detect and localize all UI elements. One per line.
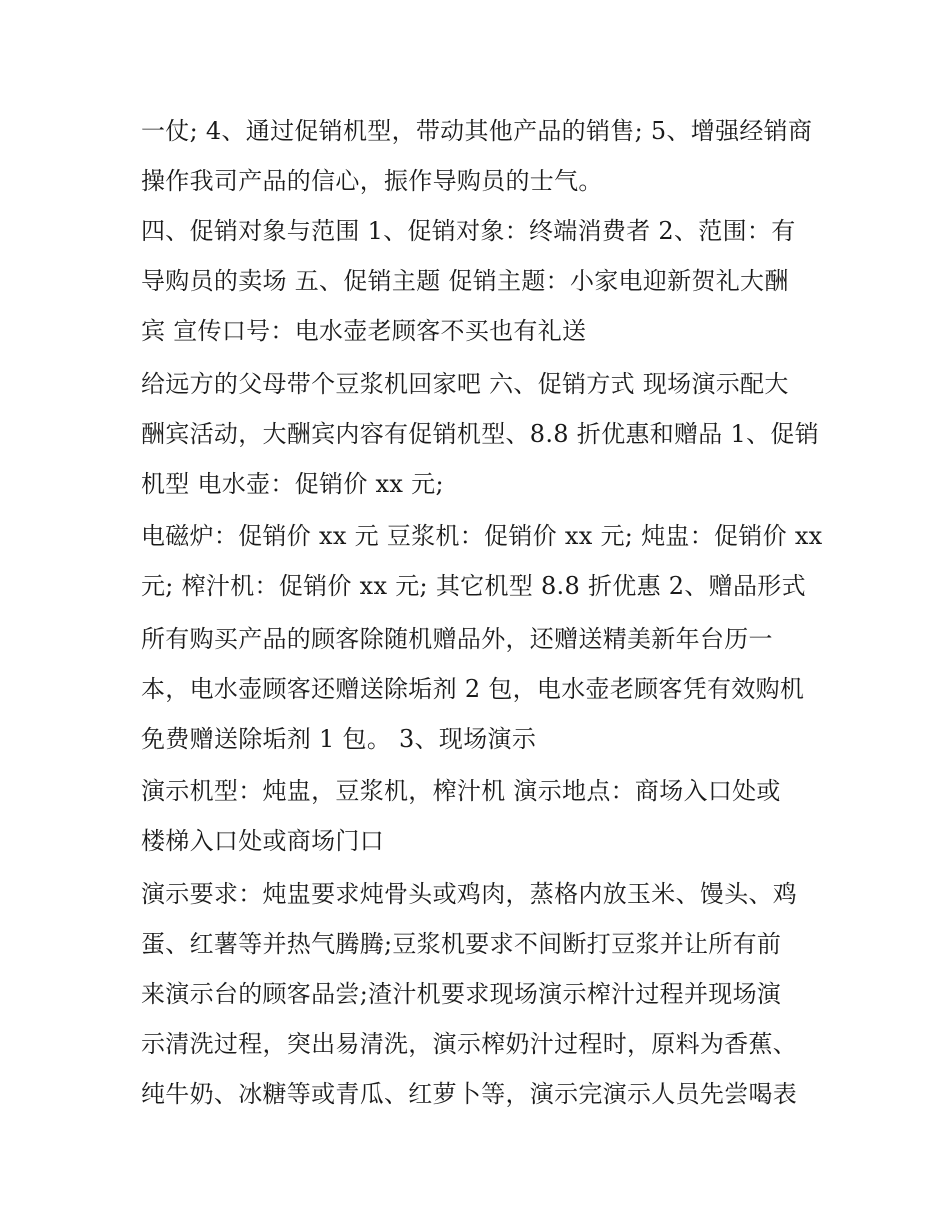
text-line: 宾 宣传口号：电水壶老顾客不买也有礼送: [141, 317, 587, 345]
text-line: 元; 榨汁机：促销价 xx 元; 其它机型 8.8 折优惠 2、赠品形式: [141, 572, 806, 600]
text-line: 导购员的卖场 五、促销主题 促销主题：小家电迎新贺礼大酬: [141, 267, 789, 295]
text-line: 所有购买产品的顾客除随机赠品外，还赠送精美新年台历一: [141, 625, 773, 653]
text-line: 免费赠送除垢剂 1 包。 3、现场演示: [141, 725, 537, 753]
text-line: 机型 电水壶：促销价 xx 元;: [141, 470, 444, 498]
text-line: 蛋、红薯等并热气腾腾;豆浆机要求不间断打豆浆并让所有前: [141, 930, 782, 958]
text-line: 演示机型：炖盅，豆浆机，榨汁机 演示地点：商场入口处或: [141, 777, 781, 805]
text-line: 本，电水壶顾客还赠送除垢剂 2 包，电水壶老顾客凭有效购机: [141, 675, 805, 703]
text-line: 演示要求：炖盅要求炖骨头或鸡肉，蒸格内放玉米、馒头、鸡: [141, 880, 798, 908]
text-line: 一仗; 4、通过促销机型，带动其他产品的销售; 5、增强经销商: [141, 117, 813, 145]
text-line: 来演示台的顾客品尝;渣汁机要求现场演示榨汁过程并现场演: [141, 980, 782, 1008]
text-line: 给远方的父母带个豆浆机回家吧 六、促销方式 现场演示配大: [141, 370, 789, 398]
text-line: 纯牛奶、冰糖等或青瓜、红萝卜等，演示完演示人员先尝喝表: [141, 1080, 798, 1108]
text-line: 四、促销对象与范围 1、促销对象：终端消费者 2、范围：有: [141, 217, 796, 245]
text-line: 楼梯入口处或商场门口: [141, 827, 384, 855]
text-line: 酬宾活动，大酬宾内容有促销机型、8.8 折优惠和赠品 1、促销: [141, 420, 819, 448]
text-line: 电磁炉：促销价 xx 元 豆浆机：促销价 xx 元; 炖盅：促销价 xx: [141, 522, 823, 550]
text-line: 示清洗过程，突出易清洗，演示榨奶汁过程时，原料为香蕉、: [141, 1030, 798, 1058]
text-line: 操作我司产品的信心，振作导购员的士气。: [141, 167, 603, 195]
